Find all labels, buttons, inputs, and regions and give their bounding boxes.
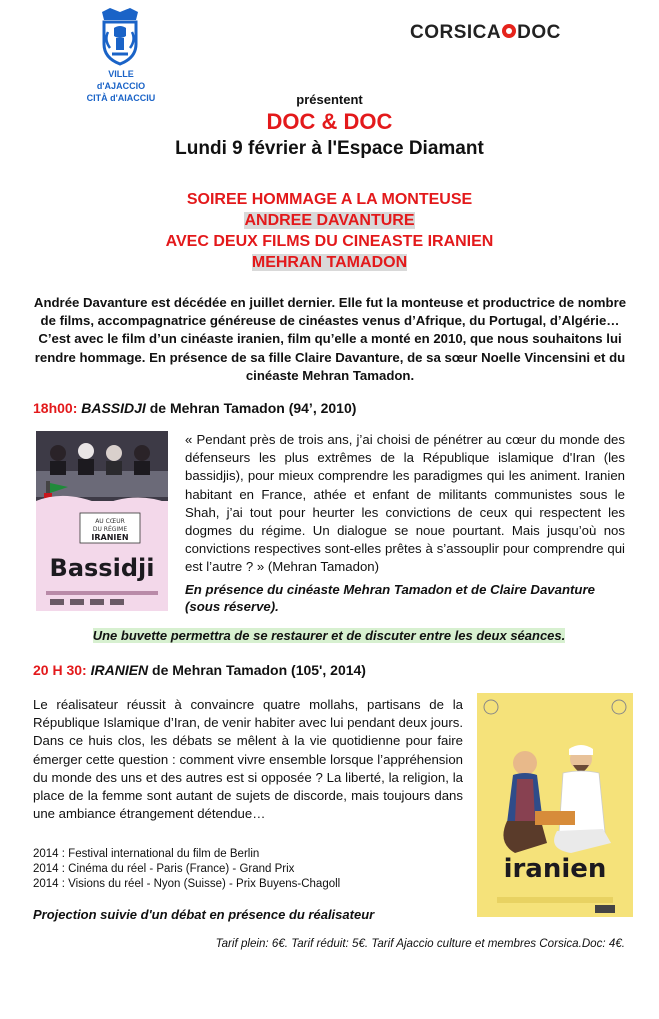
hommage-line4: MEHRAN TAMADON xyxy=(251,254,408,271)
bassidji-poster xyxy=(36,431,168,611)
intro-paragraph: Andrée Davanture est décédée en juillet dernier. Elle fut la monteuse et productrice de nombre de films, accompagnatrice généreuse de cinéastes venus d’Afrique, du Portugal, d’Algérie… C’est avec le film d’un cinéaste iranien, film qu’elle a monté en 2010, que nous souhaitons lui rendre hommage. En présence de sa fille Claire Davanture, de sa sœur Noelle Vincensini et du cinéaste Mehran Tamadon. xyxy=(33,295,627,383)
event-date: Lundi 9 février à l'Espace Diamant xyxy=(175,138,484,159)
presentent-label: présentent xyxy=(296,92,363,107)
hommage-block xyxy=(0,189,659,273)
award-item: 2014 : Festival international du film de Berlin xyxy=(33,848,260,860)
film1-quote: « Pendant près de trois ans, j’ai choisi de pénétrer au cœur du monde des défenseurs les plus extrêmes de la République islamique d'Iran (les bassidjis), pour mieux comprendre les paradigmes qui les animent. Iranien habitant en France, athée et enfant de militants communistes sous le Shah, j’ai tout pour heurter les convictions de ceux qui respectent les dogmes du régime. Un dialogue se noue pourtant. Mais jusqu’où nos convictions respectives sont-elles prêtes à s’assouplir pour comprendre qui est l’autre ? » (Mehran Tamadon) xyxy=(185,432,625,575)
film2-title: IRANIEN xyxy=(90,662,149,678)
film1-presence-note: En présence du cinéaste Mehran Tamadon et de Claire Davanture (sous réserve). xyxy=(185,582,595,614)
hommage-line3: AVEC DEUX FILMS DU CINEASTE IRANIEN xyxy=(165,233,494,250)
logo-right-part2: DOC xyxy=(517,22,561,43)
logo-right-part1: CORSICA xyxy=(410,22,502,43)
film1-details: de Mehran Tamadon (94’, 2010) xyxy=(145,400,357,416)
iranien-poster-image xyxy=(477,693,633,917)
bassidji-poster-image xyxy=(36,431,168,611)
iranien-poster xyxy=(477,693,633,917)
ville-ajaccio-logo xyxy=(86,6,156,103)
film1-time: 18h00: xyxy=(33,400,78,416)
award-item: 2014 : Visions du réel - Nyon (Suisse) - Prix Buyens-Chagoll xyxy=(33,878,341,890)
svg-text:IRANIEN: IRANIEN xyxy=(91,533,129,542)
city-crest-icon xyxy=(96,6,144,66)
buvette-text: Une buvette permettra de se restaurer et de discuter entre les deux séances. xyxy=(92,628,566,643)
awards-list xyxy=(33,847,340,892)
svg-text:DU RÉGIME: DU RÉGIME xyxy=(92,526,128,533)
film2-synopsis: Le réalisateur réussit à convaincre quatre mollahs, partisans de la République Islamique d’Iran, de venir habiter avec lui pendant deux jours. Dans ce huis clos, les débats se mêlent à la vie quotidienne pour faire émerger cette question : comment vivre ensemble lorsque l’appréhension du monde des uns et des autres est si opposée ? La liberté, la religion, la place de la femme sont autant de sujets de discorde, mais toujours dans une ambiance étrangement détendue… xyxy=(33,697,463,822)
buvette-note xyxy=(70,628,588,643)
film2-details: de Mehran Tamadon (105', 2014) xyxy=(148,662,366,678)
award-item: 2014 : Cinéma du réel - Paris (France) - Grand Prix xyxy=(33,863,295,875)
logo-left-line1: VILLE d'AJACCIO xyxy=(96,69,146,91)
film1-title: BASSIDJI xyxy=(81,400,146,416)
logo-left-line2: CITÀ d'AIACCIU xyxy=(86,93,156,103)
logo-dot-icon xyxy=(502,24,516,38)
film2-time: 20 H 30: xyxy=(33,662,87,678)
film2-heading xyxy=(33,662,366,678)
hommage-line1: SOIREE HOMMAGE A LA MONTEUSE xyxy=(186,191,473,208)
corsica-doc-logo xyxy=(410,22,600,52)
projection-note: Projection suivie d'un débat en présence du réalisateur xyxy=(33,907,375,922)
poster2-title: iranien xyxy=(503,854,607,884)
svg-text:Bassidji: Bassidji xyxy=(49,554,155,582)
page-title: DOC & DOC xyxy=(266,109,393,134)
tarif-line: Tarif plein: 6€. Tarif réduit: 5€. Tarif Ajaccio culture et membres Corsica.Doc: 4€. xyxy=(215,937,625,950)
hommage-line2: ANDREE DAVANTURE xyxy=(244,212,415,229)
svg-text:AU CŒUR: AU CŒUR xyxy=(95,518,125,525)
film1-heading xyxy=(33,400,356,416)
